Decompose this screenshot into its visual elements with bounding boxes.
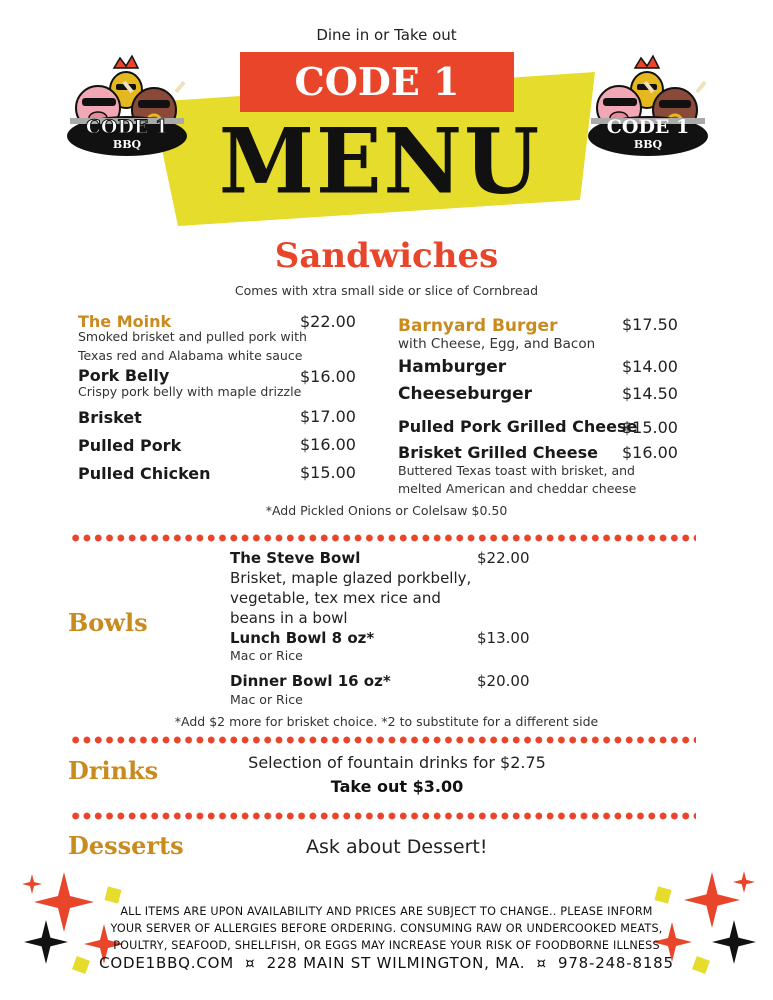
- menu-item-name: Hamburger: [398, 357, 507, 377]
- menu-item-name: Pulled Pork: [78, 436, 182, 455]
- menu-item-name: Dinner Bowl 16 oz*: [230, 672, 391, 690]
- sandwiches-note: *Add Pickled Onions or Colelsaw $0.50: [265, 503, 508, 518]
- section-title-sandwiches: Sandwiches: [274, 236, 499, 276]
- menu-item-desc: Brisket, maple glazed porkbelly,: [230, 569, 472, 587]
- menu-item-price: $22.00: [477, 549, 530, 567]
- section-title-bowls: Bowls: [68, 608, 148, 637]
- logo-text: CODE 1: [606, 116, 690, 138]
- disclaimer-line: ALL ITEMS ARE UPON AVAILABILITY AND PRICES ARE SUBJECT TO CHANGE.. PLEASE INFORM: [120, 905, 653, 918]
- menu-item-name: The Moink: [78, 312, 172, 331]
- menu-item-price: $16.00: [622, 443, 678, 462]
- menu-item-desc: Texas red and Alabama white sauce: [78, 348, 303, 363]
- logo-subtext: BBQ: [633, 138, 663, 151]
- menu-item-price: $17.50: [622, 315, 678, 334]
- menu-item-price: $16.00: [300, 367, 356, 386]
- drinks-line-1: Selection of fountain drinks for $2.75: [248, 753, 546, 772]
- menu-item-name: Pulled Pork Grilled Cheese: [398, 417, 638, 436]
- menu-item-desc: with Cheese, Egg, and Bacon: [398, 336, 596, 352]
- menu-item-name: Cheeseburger: [398, 384, 533, 404]
- menu-item-price: $16.00: [300, 435, 356, 454]
- disclaimer-line: POULTRY, SEAFOOD, SHELLFISH, OR EGGS MAY INCREASE YOUR RISK OF FOODBORNE ILLNESS: [113, 939, 660, 952]
- footer-contact: CODE1BBQ.COM ¤ 228 MAIN ST WILMINGTON, MA. ¤ 978-248-8185: [99, 954, 674, 972]
- sandwiches-subtitle: Comes with xtra small side or slice of Cornbread: [234, 283, 539, 298]
- menu-item-price: $15.00: [300, 463, 356, 482]
- menu-item-name: Barnyard Burger: [398, 316, 558, 336]
- section-title-drinks: Drinks: [68, 756, 159, 785]
- menu-item-name: Brisket Grilled Cheese: [398, 443, 598, 462]
- menu-item-name: Pulled Chicken: [78, 464, 211, 483]
- menu-item-desc: Buttered Texas toast with brisket, and: [398, 463, 635, 478]
- menu-item-name: Brisket: [78, 408, 142, 427]
- menu-item-desc: Mac or Rice: [230, 648, 303, 663]
- menu-item-price: $15.00: [622, 418, 678, 437]
- menu-item-price: $13.00: [477, 629, 530, 647]
- menu-item-name: Pork Belly: [78, 366, 170, 385]
- dotted-divider: [70, 534, 696, 542]
- dotted-divider: [70, 812, 696, 820]
- menu-item-desc: melted American and cheddar cheese: [398, 481, 637, 496]
- menu-item-name: The Steve Bowl: [230, 549, 361, 567]
- menu-item-price: $14.00: [622, 357, 678, 376]
- dotted-divider: [70, 736, 696, 744]
- menu-item-price: $22.00: [300, 312, 356, 331]
- logo-text: CODE 1: [85, 116, 169, 138]
- menu-item-desc: vegetable, tex mex rice and: [230, 589, 441, 607]
- menu-item-desc: Mac or Rice: [230, 692, 303, 707]
- brand-banner: CODE 1: [240, 52, 514, 112]
- menu-title: MENU: [218, 108, 542, 215]
- menu-item-price: $17.00: [300, 407, 356, 426]
- tagline: Dine in or Take out: [316, 26, 457, 44]
- menu-item-price: $20.00: [477, 672, 530, 690]
- menu-item-name: Lunch Bowl 8 oz*: [230, 629, 375, 647]
- drinks-line-2: Take out $3.00: [330, 777, 464, 796]
- disclaimer-line: YOUR SERVER OF ALLERGIES BEFORE ORDERING. CONSUMING RAW OR UNDERCOOKED MEATS,: [110, 922, 663, 935]
- desserts-line: Ask about Dessert!: [306, 836, 488, 858]
- code1-bbq-logo-right: [583, 52, 713, 162]
- menu-item-desc: Crispy pork belly with maple drizzle: [78, 384, 302, 399]
- bowls-note: *Add $2 more for brisket choice. *2 to substitute for a different side: [174, 714, 599, 729]
- menu-item-price: $14.50: [622, 384, 678, 403]
- menu-item-desc: beans in a bowl: [230, 609, 348, 627]
- footer-disclaimer: [0, 903, 773, 954]
- menu-item-desc: Smoked brisket and pulled pork with: [78, 329, 307, 344]
- code1-bbq-logo-left: [62, 52, 192, 162]
- section-title-desserts: Desserts: [68, 831, 184, 860]
- logo-subtext: BBQ: [112, 138, 142, 151]
